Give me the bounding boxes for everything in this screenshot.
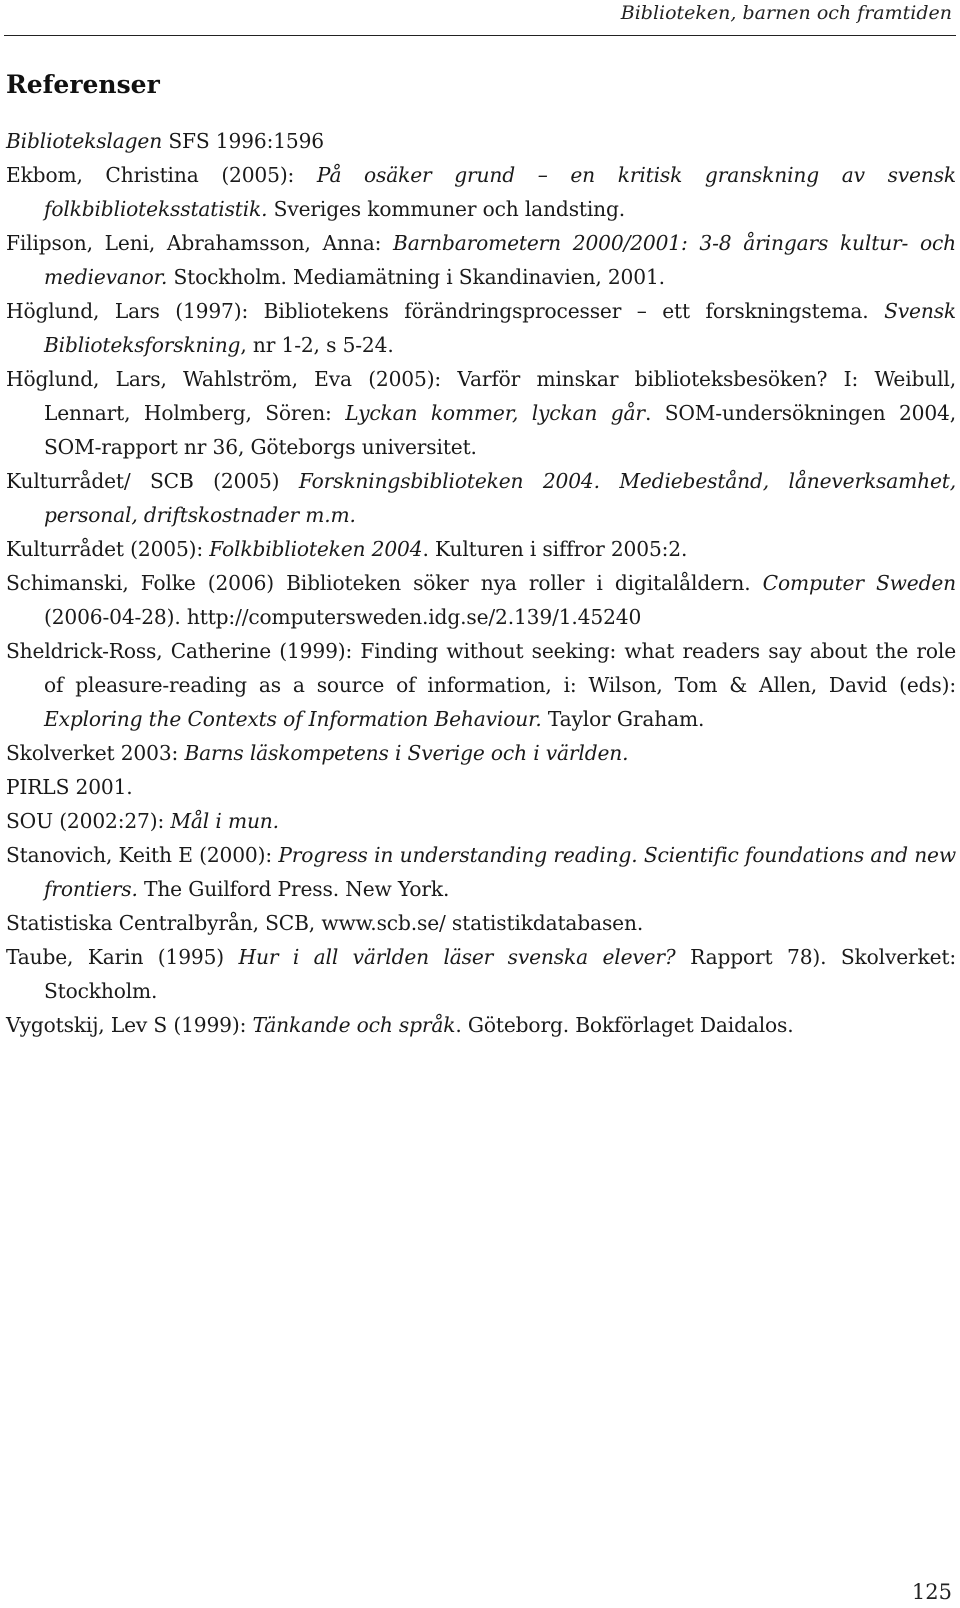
running-header: Biblioteken, barnen och framtiden: [620, 2, 952, 24]
reference-entry: [6, 362, 956, 464]
reference-entry: [6, 634, 956, 736]
reference-entry: [6, 566, 956, 634]
reference-entry: [6, 940, 956, 1008]
reference-title: Forskningsbiblioteken 2004. Mediebestånd, låneverksamhet, personal, driftskostnader m.m.: [44, 469, 956, 527]
reference-title: Tänkande och språk: [252, 1013, 456, 1037]
reference-text: . Göteborg. Bokförlaget Daidalos.: [455, 1013, 794, 1037]
reference-text: Sveriges kommuner och landsting.: [267, 197, 626, 221]
reference-text: The Guilford Press. New York.: [137, 877, 450, 901]
reference-entry: [6, 294, 956, 362]
reference-title: Folkbiblioteken 2004: [209, 537, 423, 561]
reference-text: . SOM-undersökningen 2004, SOM-rapport nr 36, Göteborgs universitet.: [44, 401, 957, 459]
reference-entry: [6, 464, 956, 532]
reference-text: SFS 1996:1596: [162, 129, 324, 153]
reference-entry: [6, 804, 956, 838]
reference-title: Barns läskompetens i Sverige och i världen.: [184, 741, 629, 765]
reference-title: Hur i all världen läser svenska elever?: [238, 945, 676, 969]
reference-text: . Kulturen i siffror 2005:2.: [422, 537, 688, 561]
reference-text: Filipson, Leni, Abrahamsson, Anna:: [6, 231, 394, 255]
reference-text: Kulturrådet/ SCB (2005): [6, 469, 299, 493]
reference-text: Stanovich, Keith E (2000):: [6, 843, 279, 867]
reference-title: Lyckan kommer, lyckan går: [345, 401, 645, 425]
reference-entry: [6, 770, 956, 804]
reference-title: Bibliotekslagen: [6, 129, 163, 153]
reference-entry: [6, 1008, 956, 1042]
reference-entry: [6, 838, 956, 906]
reference-text: Vygotskij, Lev S (1999):: [6, 1013, 253, 1037]
reference-text: Taube, Karin (1995): [6, 945, 239, 969]
reference-title: Mål i mun.: [170, 809, 279, 833]
reference-text: , nr 1-2, s 5-24.: [240, 333, 394, 357]
reference-entry: [6, 226, 956, 294]
reference-text: PIRLS 2001.: [6, 775, 133, 799]
reference-text: (2006-04-28). http://computersweden.idg.se/2.139/1.45240: [44, 605, 642, 629]
reference-text: Skolverket 2003:: [6, 741, 185, 765]
reference-text: Rapport 78). Skolverket: Stockholm.: [44, 945, 956, 1003]
reference-entry: [6, 906, 956, 940]
reference-text: Ekbom, Christina (2005):: [6, 163, 317, 187]
reference-text: Taylor Graham.: [541, 707, 705, 731]
reference-list: [6, 124, 956, 1042]
reference-text: Höglund, Lars (1997): Bibliotekens förändringsprocesser – ett forskningstema.: [6, 299, 885, 323]
reference-title: Computer Sweden: [762, 571, 956, 595]
reference-text: Höglund, Lars, Wahlström, Eva (2005): Varför minskar biblioteksbesöken? I: Weibull, Lennart, Holmberg, Sören:: [6, 367, 956, 425]
reference-entry: [6, 736, 956, 770]
page-number: 125: [911, 1580, 952, 1604]
reference-text: SOU (2002:27):: [6, 809, 171, 833]
reference-entry: [6, 124, 956, 158]
reference-entry: [6, 532, 956, 566]
section-heading: Referenser: [6, 70, 160, 99]
reference-title: Barnbarometern 2000/2001: 3-8 åringars kultur- och medievanor.: [44, 231, 956, 289]
header-rule: [4, 35, 956, 36]
reference-title: Exploring the Contexts of Information Behaviour.: [44, 707, 542, 731]
reference-text: Sheldrick-Ross, Catherine (1999): Finding without seeking: what readers say about the role of pleasure-reading as a source of information, i: Wilson, Tom & Allen, David (eds):: [6, 639, 956, 697]
reference-title: Progress in understanding reading. Scientific foundations and new frontiers.: [44, 843, 956, 901]
reference-title: Svensk Biblioteksforskning: [44, 299, 956, 357]
reference-text: Stockholm. Mediamätning i Skandinavien, 2001.: [167, 265, 665, 289]
reference-text: Statistiska Centralbyrån, SCB, www.scb.se/ statistikdatabasen.: [6, 911, 644, 935]
reference-entry: [6, 158, 956, 226]
reference-text: Schimanski, Folke (2006) Biblioteken söker nya roller i digitalåldern.: [6, 571, 763, 595]
reference-title: På osäker grund – en kritisk granskning av svensk folkbiblioteksstatistik.: [44, 163, 956, 221]
reference-text: Kulturrådet (2005):: [6, 537, 210, 561]
